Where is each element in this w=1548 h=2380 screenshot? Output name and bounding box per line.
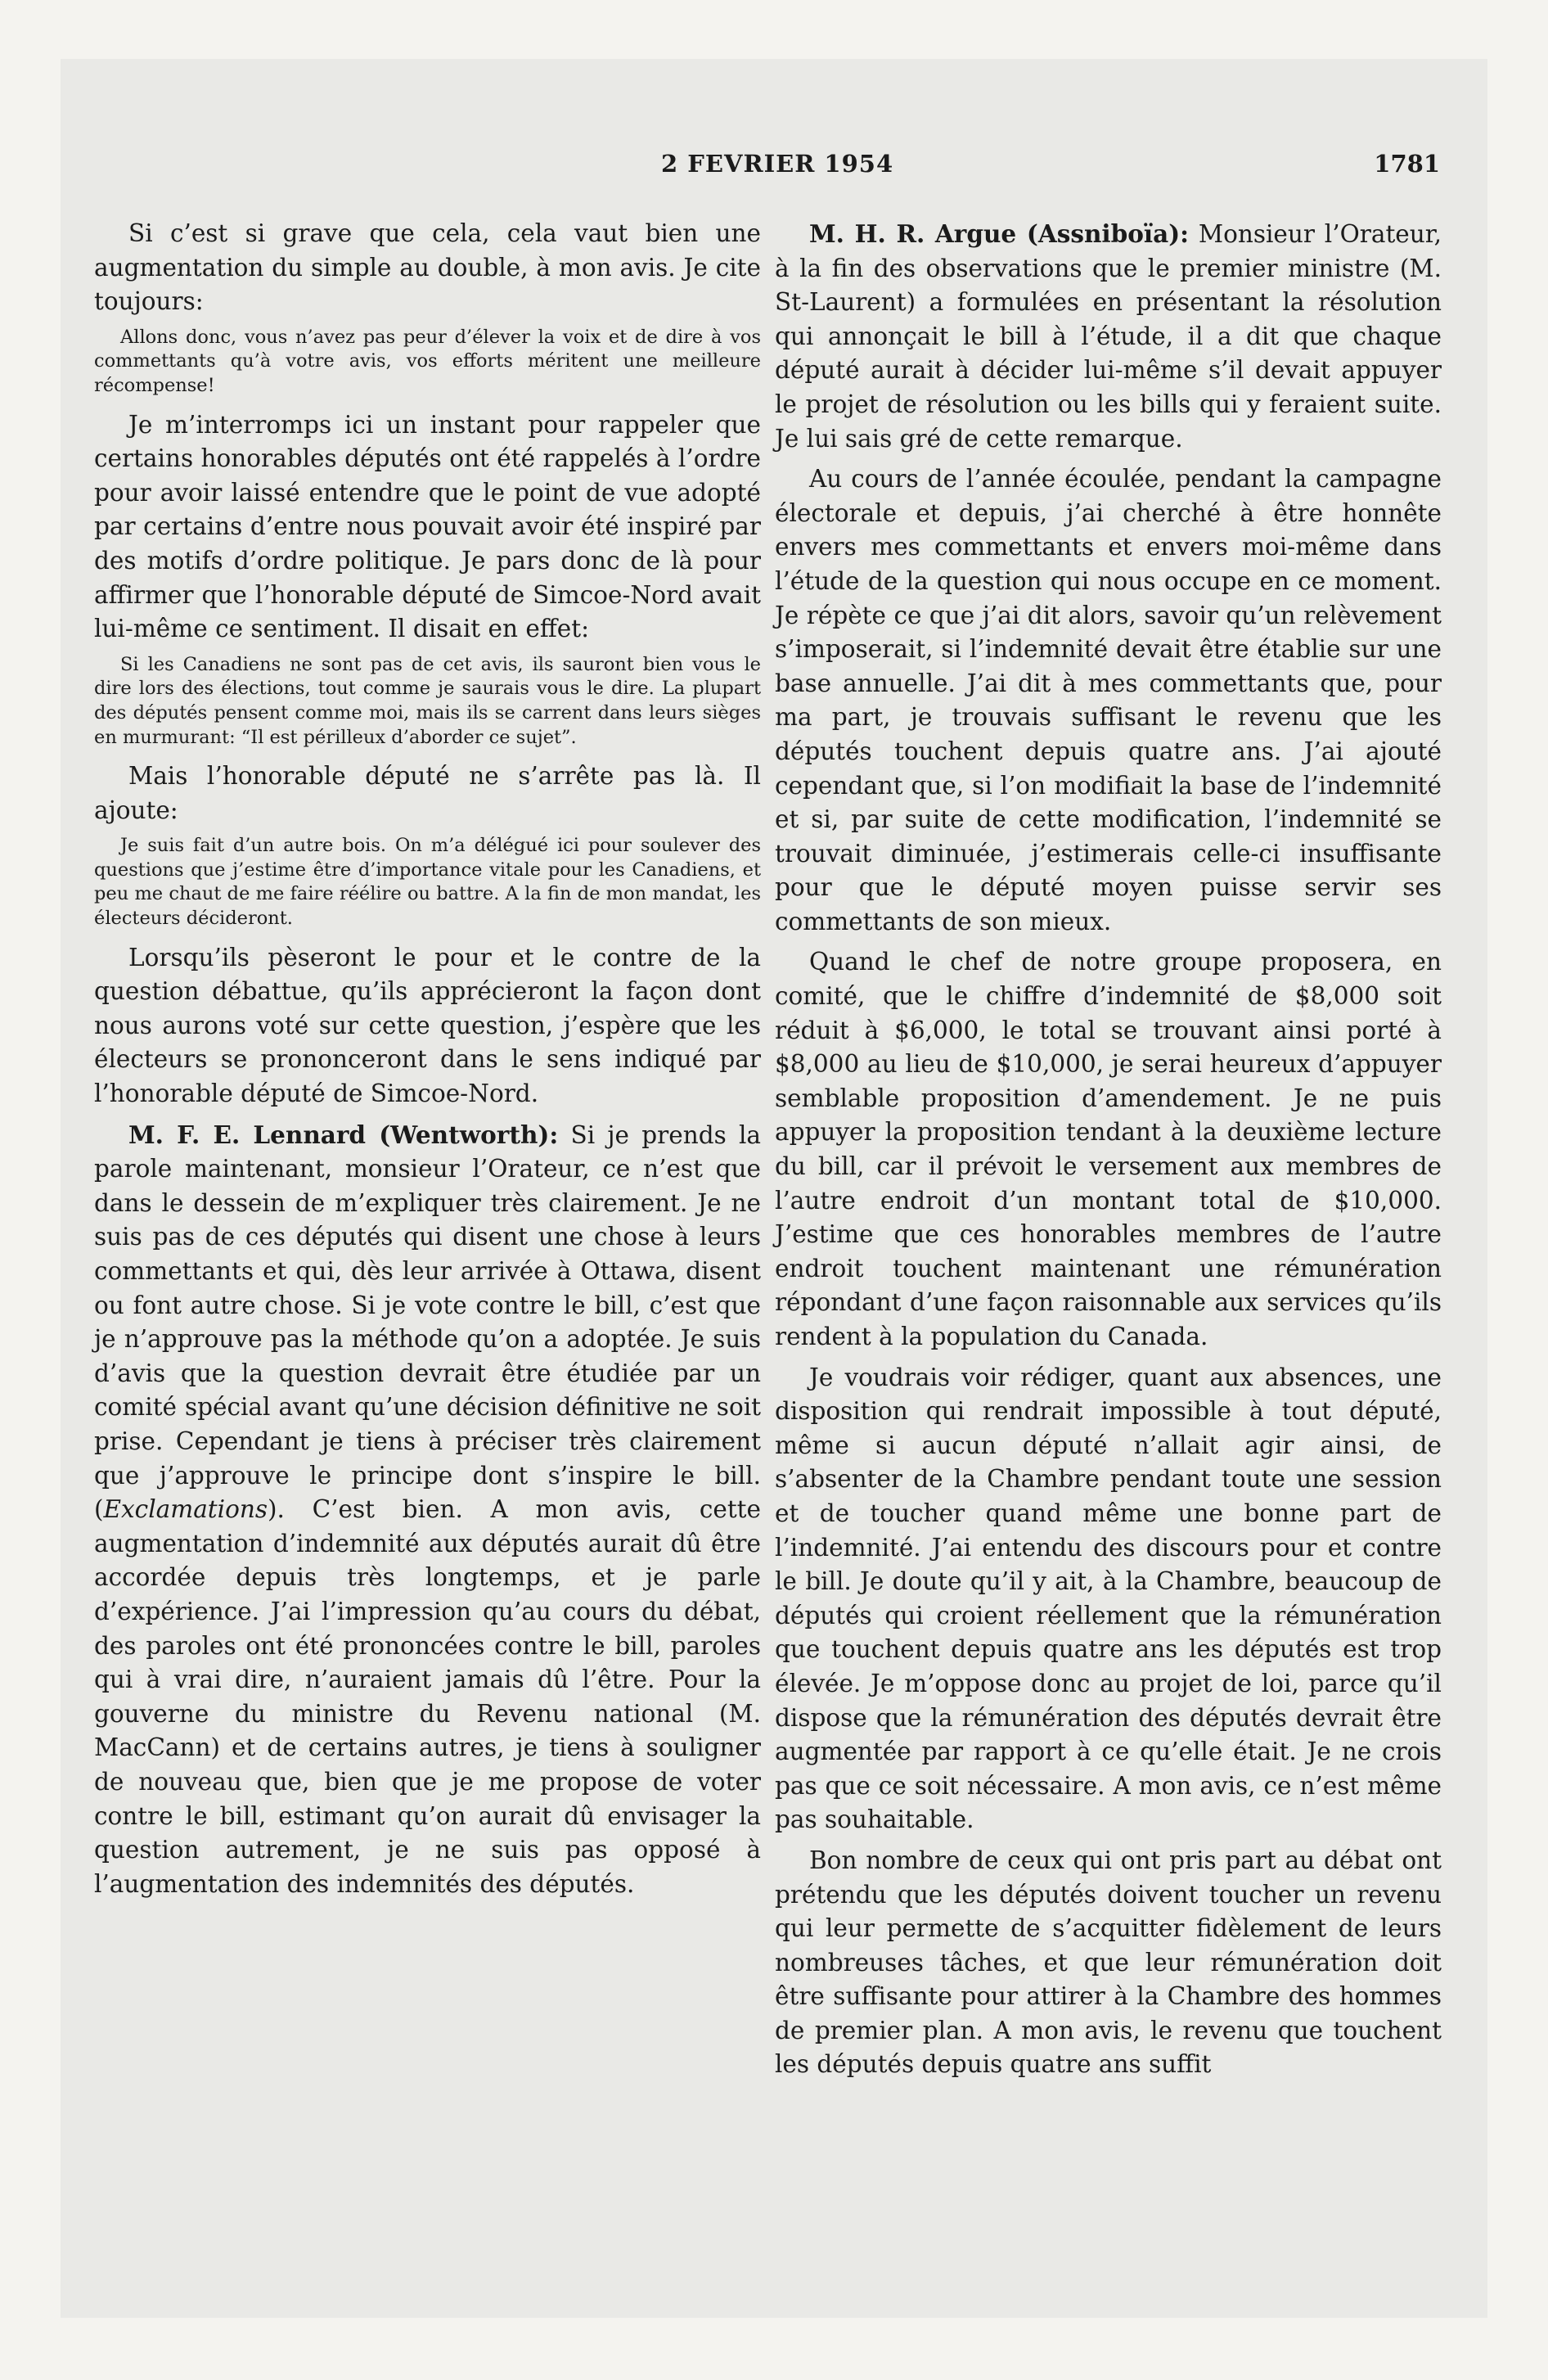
paragraph: [775, 1844, 1442, 2082]
paragraph-text: Quand le chef de notre groupe proposera, en comité, que le chiffre d’indemnité de $8,000 soit réduit à $6,000, le total se trouvant ainsi porté à $8,000 au lieu de $10,000, je serai heureux d’appuyer semblable proposition d’amendement. Je ne puis appuyer la proposition tendant à la deuxième lecture du bill, car il prévoit le versement aux membres de l’autre endroit d’un montant total de $10,000. J’estime que ces honorables membres de l’autre endroit touchent maintenant une rémunération répondant d’une façon raisonnable aux services qu’ils rendent à la population du Canada.: [775, 948, 1442, 1350]
paragraph-text: Je m’interromps ici un instant pour rappeler que certains honorables députés ont été rappelés à l’ordre pour avoir laissé entendre que le point de vue adopté par certains d’entre nous pouvait avoir été inspiré par des motifs d’ordre politique. Je pars donc de là pour affirmer que l’honorable député de Simcoe-Nord avait lui-même ce sentiment. Il disait en effet:: [94, 410, 761, 643]
quoted-passage: [94, 653, 761, 750]
paragraph: [775, 1361, 1442, 1837]
speaker-name: M. F. E. Lennard (Wentworth):: [128, 1120, 559, 1149]
paragraph: [775, 462, 1442, 939]
paragraph-text: Allons donc, vous n’avez pas peur d’élever la voix et de dire à vos commettants qu’à votre avis, vos efforts méritent une meilleure récompense!: [94, 326, 761, 396]
paragraph: [94, 941, 761, 1111]
paragraph-text: Monsieur l’Orateur, à la fin des observations que le premier ministre (M. St-Laurent) a formulées en présentant la résolution qui annonçait le bill à l’étude, il a dit que chaque député aurait à décider lui-même s’il devait appuyer le projet de résolution ou les bills qui y feraient suite. Je lui sais gré de cette remarque.: [775, 220, 1442, 453]
paragraph: [775, 217, 1442, 456]
paragraph-text-continued: ). C’est bien. A mon avis, cette augmentation d’indemnité aux députés aurait dû être accordée depuis très longtemps, et je parle d’expérience. J’ai l’impression qu’au cours du débat, des paroles ont été prononcées contre le bill, paroles qui à vrai dire, n’auraient jamais dû l’être. Pour la gouverne du ministre du Revenu national (M. MacCann) et de certains autres, je tiens à souligner de nouveau que, bien que je me propose de voter contre le bill, estimant qu’on aurait dû envisager la question autrement, je ne suis pas opposé à l’augmentation des indemnités des députés.: [94, 1495, 761, 1898]
page-number: 1781: [1374, 150, 1440, 178]
paragraph-text: Je suis fait d’un autre bois. On m’a délégué ici pour soulever des questions que j’estime être d’importance vitale pour les Canadiens, et peu me chaut de me faire réélire ou battre. A la fin de mon mandat, les électeurs décideront.: [94, 835, 761, 930]
quoted-passage: [94, 326, 761, 399]
right-column: [775, 217, 1442, 2089]
left-column: [94, 217, 761, 1908]
page-header: [65, 150, 1440, 187]
paragraph-text: Si c’est si grave que cela, cela vaut bien une augmentation du simple au double, à mon avis. Je cite toujours:: [94, 219, 761, 316]
paragraph-text: Lorsqu’ils pèseront le pour et le contre de la question débattue, qu’ils apprécieront la façon dont nous aurons voté sur cette question, j’espère que les électeurs se prononceront dans le sens indiqué par l’honorable député de Simcoe-Nord.: [94, 943, 761, 1108]
paragraph-text: Mais l’honorable député ne s’arrête pas là. Il ajoute:: [94, 762, 761, 824]
paragraph-text: Si je prends la parole maintenant, monsieur l’Orateur, ce n’est que dans le dessein de m’expliquer très clairement. Je ne suis pas de ces députés qui disent une chose à leurs commettants et qui, dès leur arrivée à Ottawa, disent ou font autre chose. Si je vote contre le bill, c’est que je n’approuve pas la méthode qu’on a adoptée. Je suis d’avis que la question devrait être étudiée par un comité spécial avant qu’une décision définitive ne soit prise. Cependant je tiens à préciser très clairement que j’approuve le principe dont s’inspire le bill. (: [94, 1120, 762, 1524]
paragraph-text: Je voudrais voir rédiger, quant aux absences, une disposition qui rendrait impossible à tout député, même si aucun député n’allait agir ainsi, de s’absenter de la Chambre pendant toute une session et de toucher quand même une bonne part de l’indemnité. J’ai entendu des discours pour et contre le bill. Je doute qu’il y ait, à la Chambre, beaucoup de députés qui croient réellement que la rémunération que touchent depuis quatre ans les députés est trop élevée. Je m’oppose donc au projet de loi, parce qu’il dispose que la rémunération des députés devrait être augmentée par rapport à ce qu’elle était. Je ne crois pas que ce soit nécessaire. A mon avis, ce n’est même pas souhaitable.: [775, 1363, 1442, 1834]
header-date: 2 FEVRIER 1954: [661, 150, 894, 178]
speaker-name: M. H. R. Argue (Assniboïa):: [809, 219, 1190, 248]
paragraph: [775, 945, 1442, 1354]
paragraph: [94, 408, 761, 647]
quoted-passage: [94, 834, 761, 931]
paragraph-text: Si les Canadiens ne sont pas de cet avis, ils sauront bien vous le dire lors des élections, tout comme je saurais vous le dire. La plupart des députés pensent comme moi, mais ils se carrent dans leurs sièges en murmurant: “Il est périlleux d’aborder ce sujet”.: [94, 653, 761, 748]
paragraph: [94, 760, 761, 827]
paragraph-text: Bon nombre de ceux qui ont pris part au débat ont prétendu que les députés doivent toucher un revenu qui leur permette de s’acquitter fidèlement de leurs nombreuses tâches, et que leur rémunération doit être suffisante pour attirer à la Chambre des hommes de premier plan. A mon avis, le revenu que touchent les députés depuis quatre ans suffit: [775, 1846, 1442, 2079]
paragraph: [94, 217, 761, 319]
paragraph: [94, 1118, 761, 1902]
italic-text: Exclamations: [103, 1495, 268, 1524]
paragraph-text: Au cours de l’année écoulée, pendant la campagne électorale et depuis, j’ai cherché à être honnête envers mes commettants et envers moi-même dans l’étude de la question qui nous occupe en ce moment. Je répète ce que j’ai dit alors, savoir qu’un relèvement s’imposerait, si l’indemnité devait être établie sur une base annuelle. J’ai dit à mes commettants que, pour ma part, je trouvais suffisant le revenu que les députés touchent depuis quatre ans. J’ai ajouté cependant que, si l’on modifiait la base de l’indemnité et si, par suite de cette modification, l’indemnité se trouvait diminuée, j’estimerais celle-ci insuffisante pour que le député moyen puisse servir ses commettants de son mieux.: [775, 465, 1442, 935]
